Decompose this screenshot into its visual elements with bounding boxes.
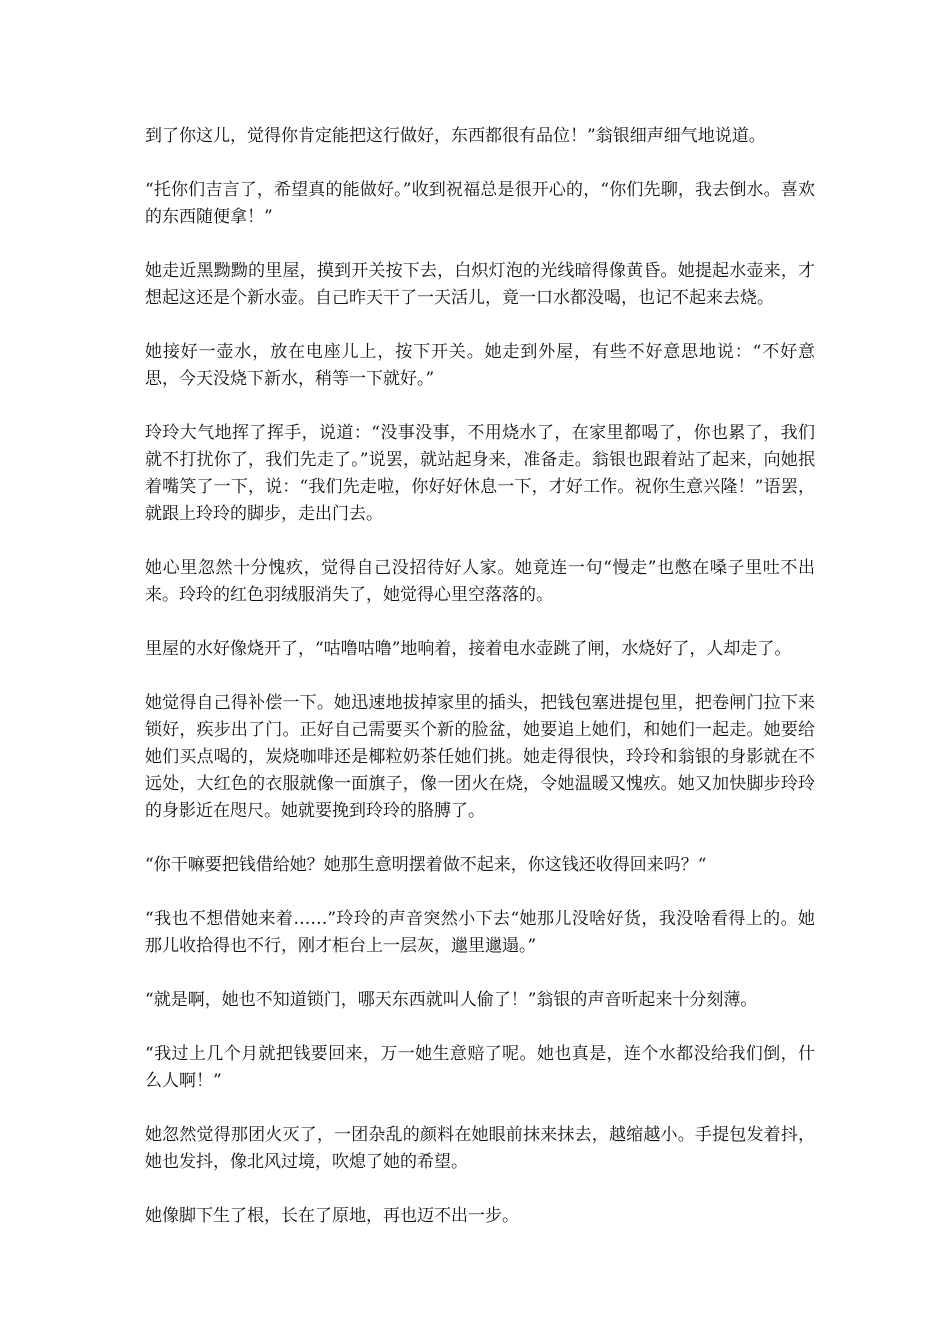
paragraph: 玲玲大气地挥了挥手，说道：“没事没事，不用烧水了，在家里都喝了，你也累了，我们就不打扰你了，我们先走了。”说罢，就站起身来，准备走。翁银也跟着站了起来，向她抿着嘴笑了一下，说：“我们先走啦，你好好休息一下，才好工作。祝你生意兴隆！”语罢，就跟上玲玲的脚步，走出门去。 bbox=[145, 423, 815, 524]
paragraph: “就是啊，她也不知道锁门，哪天东西就叫人偷了！”翁银的声音听起来十分刻薄。 bbox=[145, 990, 758, 1010]
paragraph: 她忽然觉得那团火灭了，一团杂乱的颜料在她眼前抹来抹去，越缩越小。手提包发着抖，她也发抖，像北风过境，吹熄了她的希望。 bbox=[145, 1125, 815, 1172]
paragraph: “你干嘛要把钱借给她？她那生意明摆着做不起来，你这钱还收得回来吗？“ bbox=[145, 855, 707, 875]
paragraph: 到了你这儿，觉得你肯定能把这行做好，东西都很有品位！”翁银细声细气地说道。 bbox=[145, 126, 766, 146]
paragraph: 她像脚下生了根，长在了原地，再也迈不出一步。 bbox=[145, 1206, 519, 1226]
paragraph: 她接好一壶水，放在电座儿上，按下开关。她走到外屋，有些不好意思地说：“不好意思，今天没烧下新水，稍等一下就好。” bbox=[145, 342, 815, 389]
paragraph: 她心里忽然十分愧疚，觉得自己没招待好人家。她竟连一句“慢走”也憋在嗓子里吐不出来。玲玲的红色羽绒服消失了，她觉得心里空落落的。 bbox=[145, 558, 815, 605]
paragraph: “我也不想借她来着……”玲玲的声音突然小下去“她那儿没啥好货，我没啥看得上的。她那儿收拾得也不行，刚才柜台上一层灰，邋里邋遢。” bbox=[145, 909, 815, 956]
paragraph: 她走近黑黝黝的里屋，摸到开关按下去，白炽灯泡的光线暗得像黄昏。她提起水壶来，才想起这还是个新水壶。自己昨天干了一天活儿，竟一口水都没喝，也记不起来去烧。 bbox=[145, 261, 815, 308]
story-text bbox=[145, 123, 815, 1257]
paragraph: 她觉得自己得补偿一下。她迅速地拔掉家里的插头，把钱包塞进提包里，把卷闸门拉下来锁好，疾步出了门。正好自己需要买个新的脸盆，她要追上她们，和她们一起走。她要给她们买点喝的，炭烧咖啡还是椰粒奶茶任她们挑。她走得很快，玲玲和翁银的身影就在不远处，大红色的衣服就像一面旗子，像一团火在烧，令她温暖又愧疚。她又加快脚步玲玲的身影近在咫尺。她就要挽到玲玲的胳膊了。 bbox=[145, 693, 815, 821]
paragraph: “我过上几个月就把钱要回来，万一她生意赔了呢。她也真是，连个水都没给我们倒，什么人啊！” bbox=[145, 1044, 815, 1091]
paragraph: “托你们吉言了，希望真的能做好。”收到祝福总是很开心的，“你们先聊，我去倒水。喜欢的东西随便拿！” bbox=[145, 180, 815, 227]
paragraph: 里屋的水好像烧开了，“咕噜咕噜”地响着，接着电水壶跳了闸，水烧好了，人却走了。 bbox=[145, 639, 792, 659]
